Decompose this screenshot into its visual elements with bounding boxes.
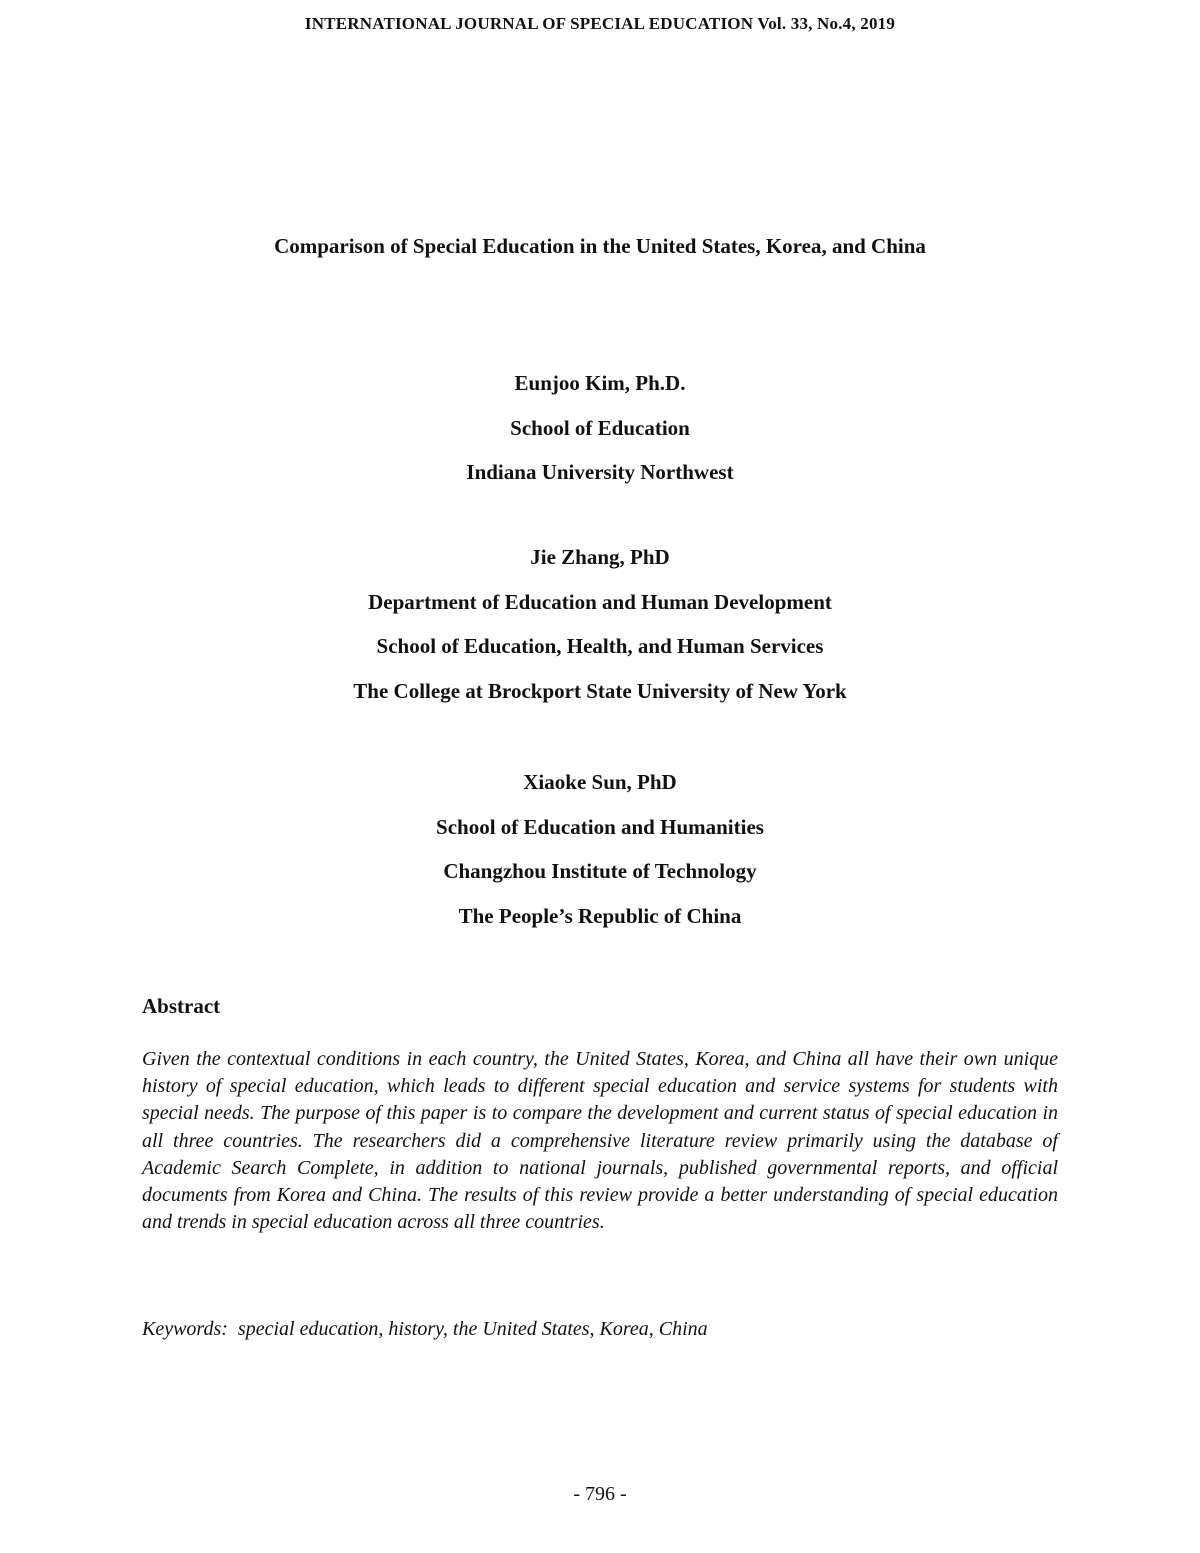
journal-running-header: INTERNATIONAL JOURNAL OF SPECIAL EDUCATION Vol. 33, No.4, 2019	[304, 14, 896, 33]
abstract-heading: Abstract	[142, 994, 221, 1018]
paper-title: Comparison of Special Education in the United States, Korea, and China	[274, 234, 926, 258]
author-block-2	[0, 543, 1200, 721]
author-affiliation: Changzhou Institute of Technology	[443, 859, 757, 883]
author-block-3	[0, 768, 1200, 946]
author-name: Eunjoo Kim, Ph.D.	[514, 371, 686, 395]
author-affiliation: Department of Education and Human Development	[368, 589, 832, 614]
author-affiliation: The People’s Republic of China	[458, 903, 742, 928]
author-name: Jie Zhang, PhD	[530, 545, 670, 569]
keywords-line: Keywords: special education, history, the United States, Korea, China	[142, 1318, 708, 1340]
author-block-1	[0, 369, 1200, 503]
abstract-body: Given the contextual conditions in each country, the United States, Korea, and China all have their own unique history of special education, which leads to different special education and service systems for students with special needs. The purpose of this paper is to compare the development and current status of special education in all three countries. The researchers did a comprehensive literature review primarily using the database of Academic Search Complete, in addition to national journals, published governmental reports, and official documents from Korea and China. The results of this review provide a better understanding of special education and trends in special education across all three countries.	[142, 1048, 1058, 1234]
author-name: Xiaoke Sun, PhD	[523, 770, 677, 794]
author-affiliation: Indiana University Northwest	[466, 460, 734, 484]
author-affiliation: School of Education and Humanities	[436, 814, 764, 839]
page-number: - 796 -	[573, 1483, 627, 1505]
author-affiliation: The College at Brockport State University of New York	[353, 678, 847, 703]
author-affiliation: School of Education, Health, and Human Services	[376, 634, 824, 658]
author-affiliation: School of Education	[510, 415, 690, 440]
